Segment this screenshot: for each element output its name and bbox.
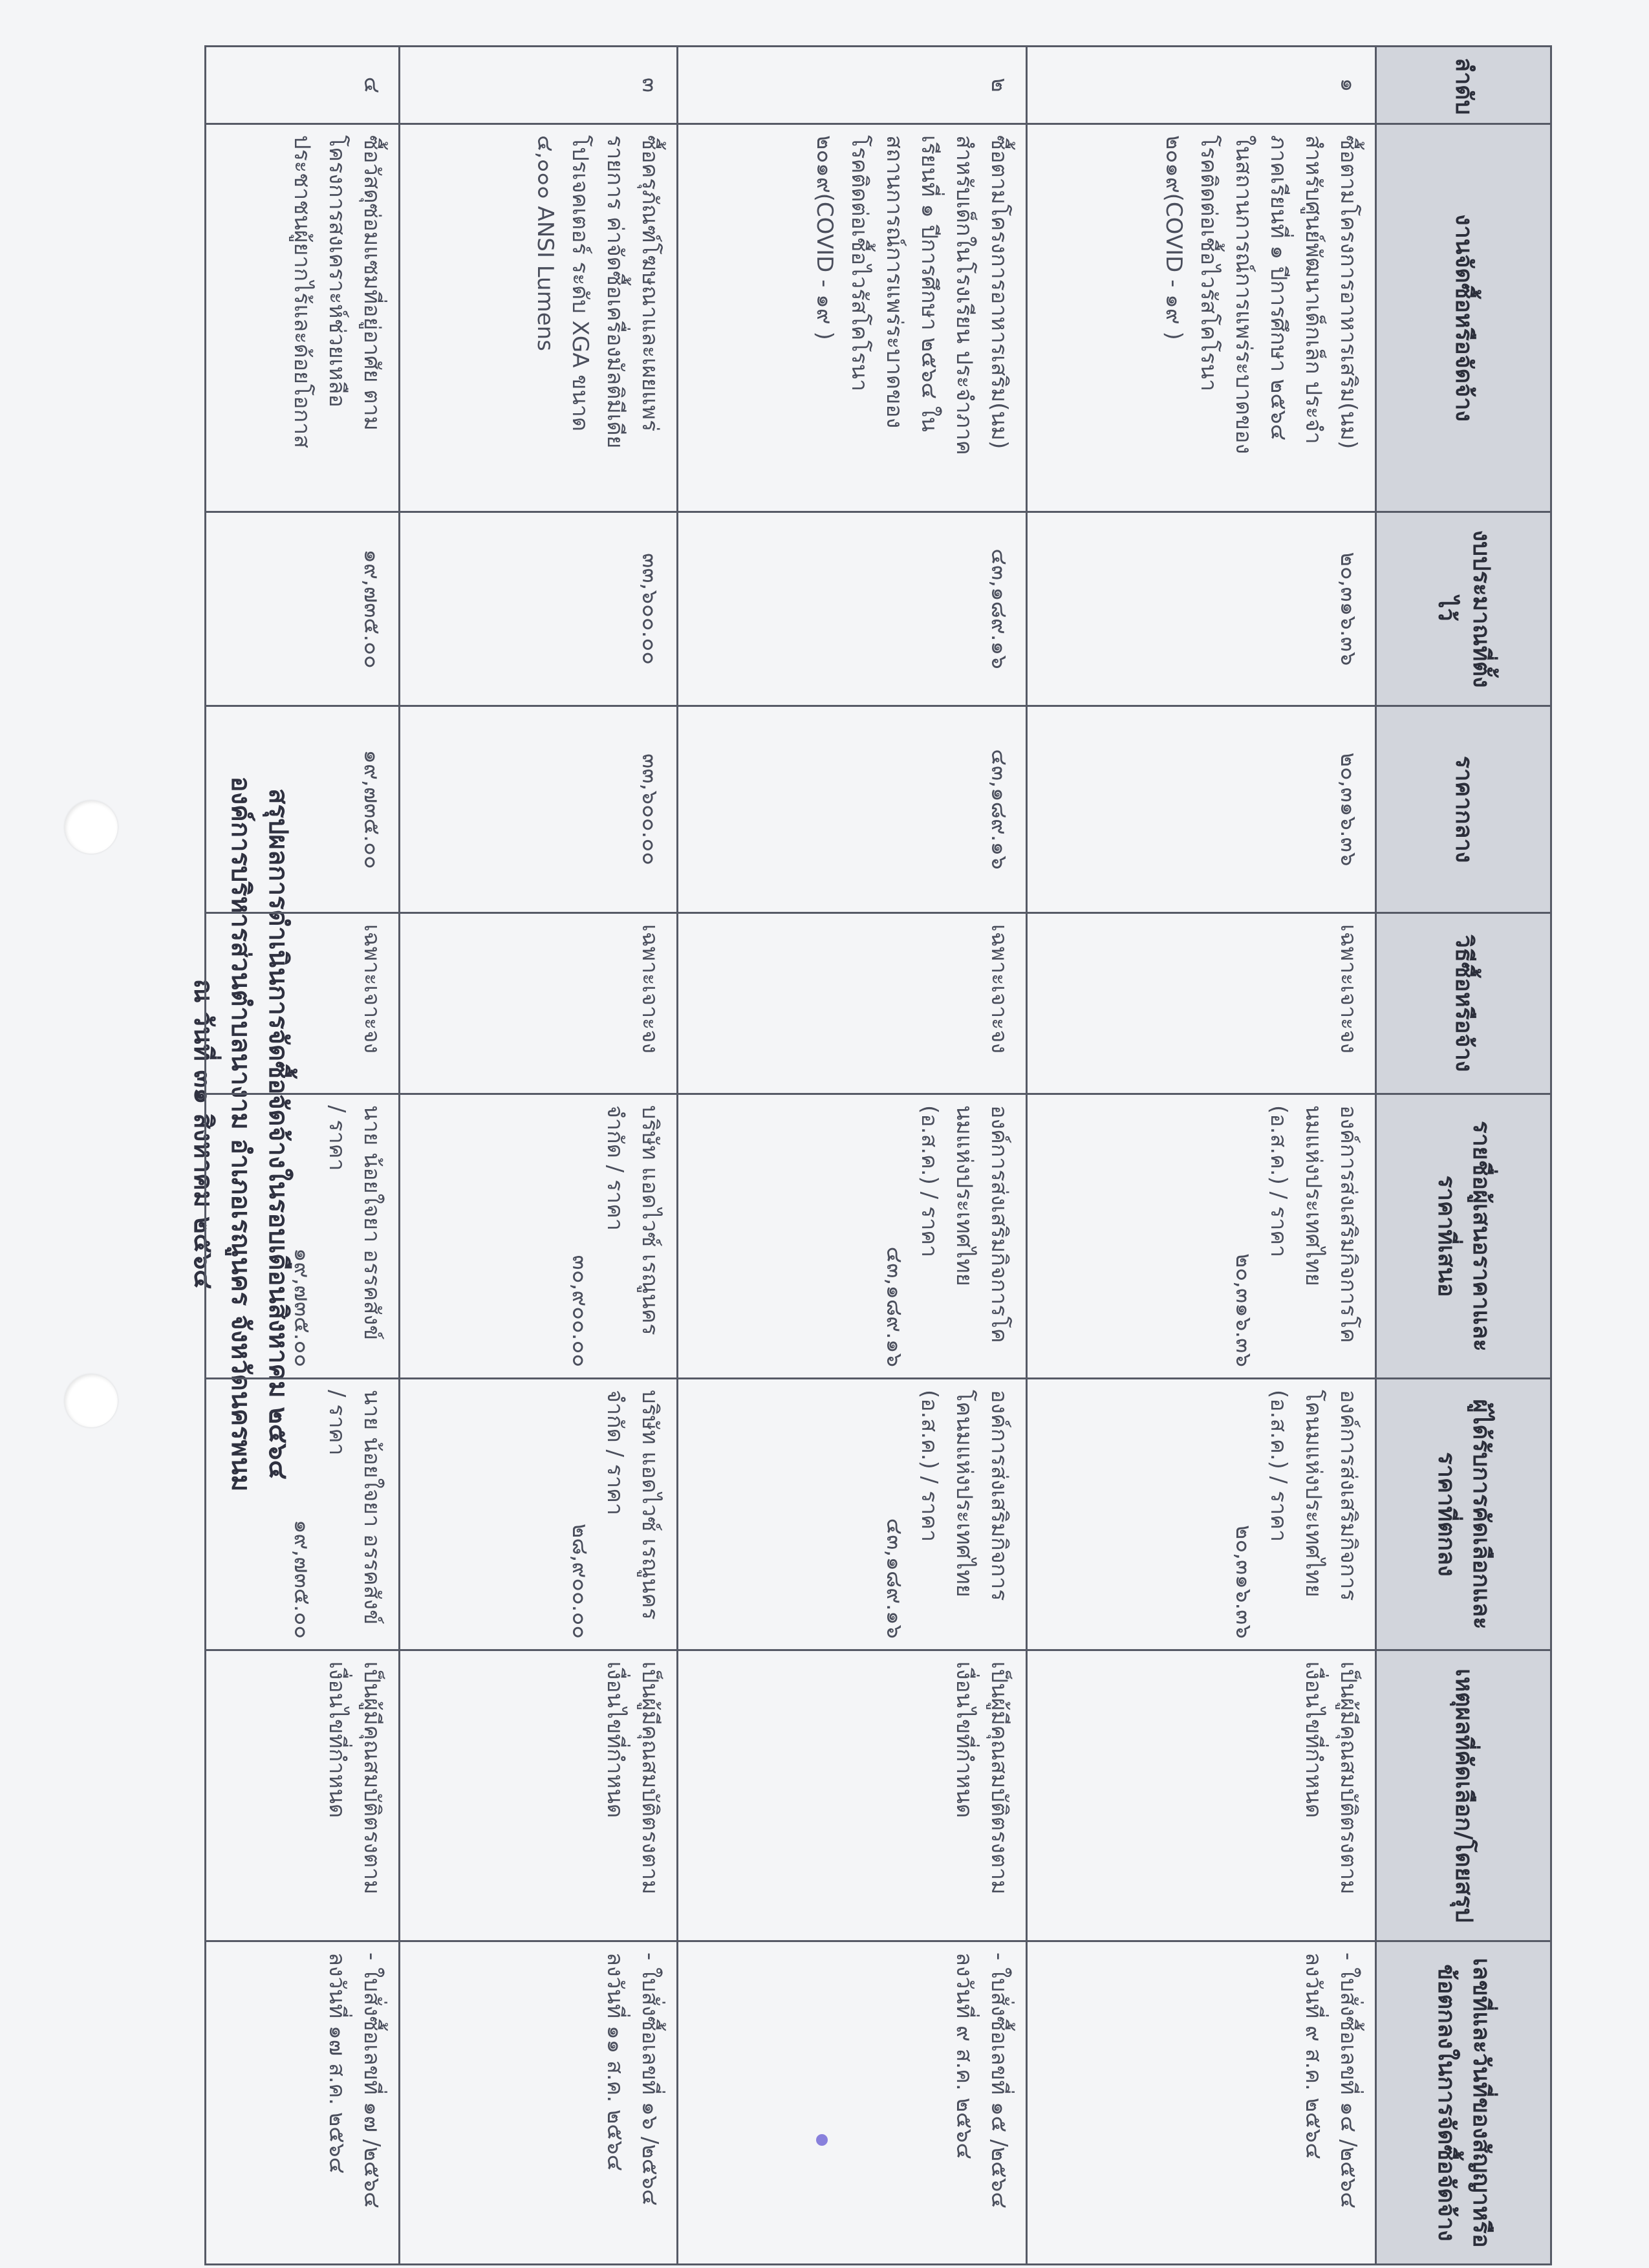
winner-line: / ราคา xyxy=(324,1390,350,1456)
col-header-winner: ผู้ได้รับการคัดเลือกและราคาที่ตกลง xyxy=(1376,1379,1551,1650)
cell-median: ๑๙,๗๓๕.๐๐ xyxy=(206,706,400,913)
cell-contract xyxy=(400,1941,678,2265)
win-price: ๒๘,๙๐๐.๐๐ xyxy=(567,1523,593,1639)
bidder-line: องค์การส่งเสริมกิจการโค xyxy=(986,1105,1012,1343)
cell-item xyxy=(400,124,678,512)
win-price: ๔๓,๑๘๙.๑๖ xyxy=(881,1518,907,1639)
cell-median: ๔๓,๑๘๙.๑๖ xyxy=(678,706,1027,913)
doc-date: ณ วันที่ ๓๑ สิงหาคม ๒๕๖๔ xyxy=(188,978,218,1290)
bidder-line: นมแห่งประเทศไทย xyxy=(951,1105,977,1286)
cell-winner xyxy=(400,1379,678,1650)
cell-method: เฉพาะเจาะจง xyxy=(206,913,400,1094)
cell-item xyxy=(1027,124,1376,512)
cell-budget: ๔๓,๑๘๙.๑๖ xyxy=(678,512,1027,706)
cell-contract xyxy=(678,1941,1027,2265)
cell-contract xyxy=(1027,1941,1376,2265)
bid-price: ๔๓,๑๘๙.๑๖ xyxy=(881,1246,907,1367)
cell-reason xyxy=(206,1650,400,1941)
contract-line: ลงวันที่ ๙ ส.ค. ๒๕๖๔ xyxy=(951,1952,977,2160)
cell-item xyxy=(206,124,400,512)
cell-bidders xyxy=(678,1094,1027,1379)
item-line: ซื้อตามโครงการอาหารเสริม(นม) xyxy=(986,135,1012,449)
doc-title: สรุปผลการดำเนินการจัดซื้อจัดจ้างในรอบเดือนสิงหาคม ๒๕๖๔ xyxy=(263,788,293,1480)
cell-no: ๒ xyxy=(678,47,1027,124)
contract-line: ลงวันที่ ๑๑ ส.ค. ๒๕๖๔ xyxy=(602,1952,628,2172)
cell-bidders xyxy=(1027,1094,1376,1379)
cell-budget: ๓๓,๖๐๐.๐๐ xyxy=(400,512,678,706)
winner-line: นาย น้อยใจยา อรรคสังข์ xyxy=(359,1390,385,1625)
item-line: โรคติดต่อเชื้อไวรัสโคโรนา xyxy=(1196,135,1222,392)
reason-line: เงื่อนไขที่กำหนด xyxy=(602,1661,628,1819)
item-line: ภาคเรียนที่ ๑ ปีการศึกษา ๒๕๖๔ xyxy=(1266,135,1291,441)
cell-budget: ๑๙,๗๓๕.๐๐ xyxy=(206,512,400,706)
win-price: ๒๐,๓๑๖.๓๖ xyxy=(1231,1524,1256,1639)
cell-item xyxy=(678,124,1027,512)
contract-line: - ใบสั่งซื้อเลขที่ ๑๕ /๒๕๖๔ xyxy=(986,1952,1012,2209)
item-line: สำหรับศูนย์พัฒนาเด็กเล็ก ประจำ xyxy=(1300,135,1326,444)
item-line: ในสถานการณ์การแพร่ระบาดของ xyxy=(1231,135,1256,455)
winner-line: องค์การส่งเสริมกิจการ xyxy=(986,1390,1012,1601)
col-header-bidders: รายชื่อผู้เสนอราคาและราคาที่เสนอ xyxy=(1376,1094,1551,1379)
table-row xyxy=(1027,47,1376,2265)
winner-line: โคนมแห่งประเทศไทย xyxy=(951,1390,977,1597)
item-line: สำหรับเด็กในโรงเรียน ประจำภาค xyxy=(951,135,977,455)
item-line: สถานการณ์การแพร่ระบาดของ xyxy=(881,135,907,429)
contract-line: ลงวันที่ ๑๗ ส.ค. ๒๕๖๔ xyxy=(324,1952,350,2174)
cell-reason xyxy=(678,1650,1027,1941)
cell-contract xyxy=(206,1941,400,2265)
procurement-table xyxy=(204,45,1552,2265)
winner-line: (อ.ส.ค.) / ราคา xyxy=(1266,1390,1291,1542)
bid-price: ๑๙,๗๓๕.๐๐ xyxy=(289,1247,315,1367)
bid-price: ๓๐,๙๐๐.๐๐ xyxy=(567,1255,593,1367)
col-header-method: วิธีซื้อหรือจ้าง xyxy=(1376,913,1551,1094)
win-price: ๑๙,๗๓๕.๐๐ xyxy=(289,1519,315,1639)
item-line: ๔,๐๐๐ ANSI Lumens xyxy=(532,135,558,351)
bidder-line: (อ.ส.ค.) / ราคา xyxy=(1266,1105,1291,1258)
cell-winner xyxy=(678,1379,1027,1650)
bidder-line: / ราคา xyxy=(324,1105,350,1171)
reason-line: เป็นผู้มีคุณสมบัติตรงตาม xyxy=(1335,1661,1361,1895)
table-header-row xyxy=(1376,47,1551,2265)
item-line: ๒๐๑๙(COVID - ๑๙ ) xyxy=(812,135,837,340)
winner-line: โคนมแห่งประเทศไทย xyxy=(1300,1390,1326,1597)
item-line: รายการ ค่าจัดซื้อเครื่องมัลติมีเดีย xyxy=(602,135,628,449)
contract-line: ลงวันที่ ๙ ส.ค. ๒๕๖๔ xyxy=(1300,1952,1326,2160)
cell-no: ๔ xyxy=(206,47,400,124)
reason-line: เป็นผู้มีคุณสมบัติตรงตาม xyxy=(637,1661,663,1895)
reason-line: เงื่อนไขที่กำหนด xyxy=(1300,1661,1326,1819)
cell-budget: ๒๐,๓๑๖.๓๖ xyxy=(1027,512,1376,706)
item-line: โรคติดต่อเชื้อไวรัสโคโรนา xyxy=(846,135,872,392)
ink-mark xyxy=(816,2134,828,2146)
cell-median: ๓๓,๖๐๐.๐๐ xyxy=(400,706,678,913)
doc-organization: องค์การบริหารส่วนตำบลนางาม อำเภอเรณูนคร จังหวัดนครพนม xyxy=(226,776,255,1492)
cell-no: ๑ xyxy=(1027,47,1376,124)
bidder-line: บริษัท แอดไวซ์ เรณูนคร xyxy=(637,1105,663,1335)
item-line: โครงการสงเคราะห์ช่วยเหลือ xyxy=(324,135,350,407)
col-header-median: ราคากลาง xyxy=(1376,706,1551,913)
bidder-line: นมแห่งประเทศไทย xyxy=(1300,1105,1326,1286)
winner-line: องค์การส่งเสริมกิจการ xyxy=(1335,1390,1361,1601)
item-line: ซื้อครุภัณฑ์โฆษณาและเผยแพร่ xyxy=(637,135,663,432)
col-header-contract: เลขที่และวันที่ของสัญญาหรือข้อตกลงในการจัดซื้อจัดจ้าง xyxy=(1376,1941,1551,2265)
cell-reason xyxy=(1027,1650,1376,1941)
winner-line: (อ.ส.ค.) / ราคา xyxy=(916,1390,942,1542)
col-header-budget: งบประมาณที่ตั้งไว้ xyxy=(1376,512,1551,706)
bidder-line: จำกัด / ราคา xyxy=(602,1105,628,1231)
cell-method: เฉพาะเจาะจง xyxy=(678,913,1027,1094)
cell-winner xyxy=(206,1379,400,1650)
cell-reason xyxy=(400,1650,678,1941)
winner-line: จำกัด / ราคา xyxy=(602,1390,628,1515)
table-row xyxy=(400,47,678,2265)
reason-line: เป็นผู้มีคุณสมบัติตรงตาม xyxy=(986,1661,1012,1895)
contract-line: - ใบสั่งซื้อเลขที่ ๑๗ /๒๕๖๔ xyxy=(359,1952,385,2209)
contract-line: - ใบสั่งซื้อเลขที่ ๑๔ /๒๕๖๔ xyxy=(1335,1952,1361,2209)
item-line: ประชาชนผู้ยากไร้และด้อยโอกาส xyxy=(289,135,315,449)
bidder-line: องค์การส่งเสริมกิจการโค xyxy=(1335,1105,1361,1343)
table-row xyxy=(206,47,400,2265)
col-header-no: ลำดับ xyxy=(1376,47,1551,124)
item-line: โปรเจคเตอร์ ระดับ XGA ขนาด xyxy=(567,135,593,431)
cell-method: เฉพาะเจาะจง xyxy=(1027,913,1376,1094)
col-header-item: งานจัดซื้อหรือจัดจ้าง xyxy=(1376,124,1551,512)
item-line: ซื้อตามโครงการอาหารเสริม(นม) xyxy=(1335,135,1361,449)
reason-line: เงื่อนไขที่กำหนด xyxy=(324,1661,350,1819)
reason-line: เป็นผู้มีคุณสมบัติตรงตาม xyxy=(359,1661,385,1895)
cell-method: เฉพาะเจาะจง xyxy=(400,913,678,1094)
winner-line: บริษัท แอดไวซ์ เรณูนคร xyxy=(637,1390,663,1620)
reason-line: เงื่อนไขที่กำหนด xyxy=(951,1661,977,1819)
contract-line: - ใบสั่งซื้อเลขที่ ๑๖ /๒๕๖๔ xyxy=(637,1952,663,2206)
cell-no: ๓ xyxy=(400,47,678,124)
bid-price: ๒๐,๓๑๖.๓๖ xyxy=(1231,1253,1256,1367)
col-header-reason: เหตุผลที่คัดเลือก/โดยสรุป xyxy=(1376,1650,1551,1941)
cell-median: ๒๐,๓๑๖.๓๖ xyxy=(1027,706,1376,913)
item-line: เรียนที่ ๑ ปีการศึกษา ๒๕๖๔ ใน xyxy=(916,135,942,432)
table-row xyxy=(678,47,1027,2265)
cell-bidders xyxy=(206,1094,400,1379)
cell-bidders xyxy=(400,1094,678,1379)
bidder-line: (อ.ส.ค.) / ราคา xyxy=(916,1105,942,1258)
bidder-line: นาย น้อยใจยา อรรคสังข์ xyxy=(359,1105,385,1341)
item-line: ซื้อวัสดุซ่อมแซมที่อยู่อาศัย ตาม xyxy=(359,135,385,431)
item-line: ๒๐๑๙(COVID - ๑๙ ) xyxy=(1161,135,1187,340)
cell-winner xyxy=(1027,1379,1376,1650)
